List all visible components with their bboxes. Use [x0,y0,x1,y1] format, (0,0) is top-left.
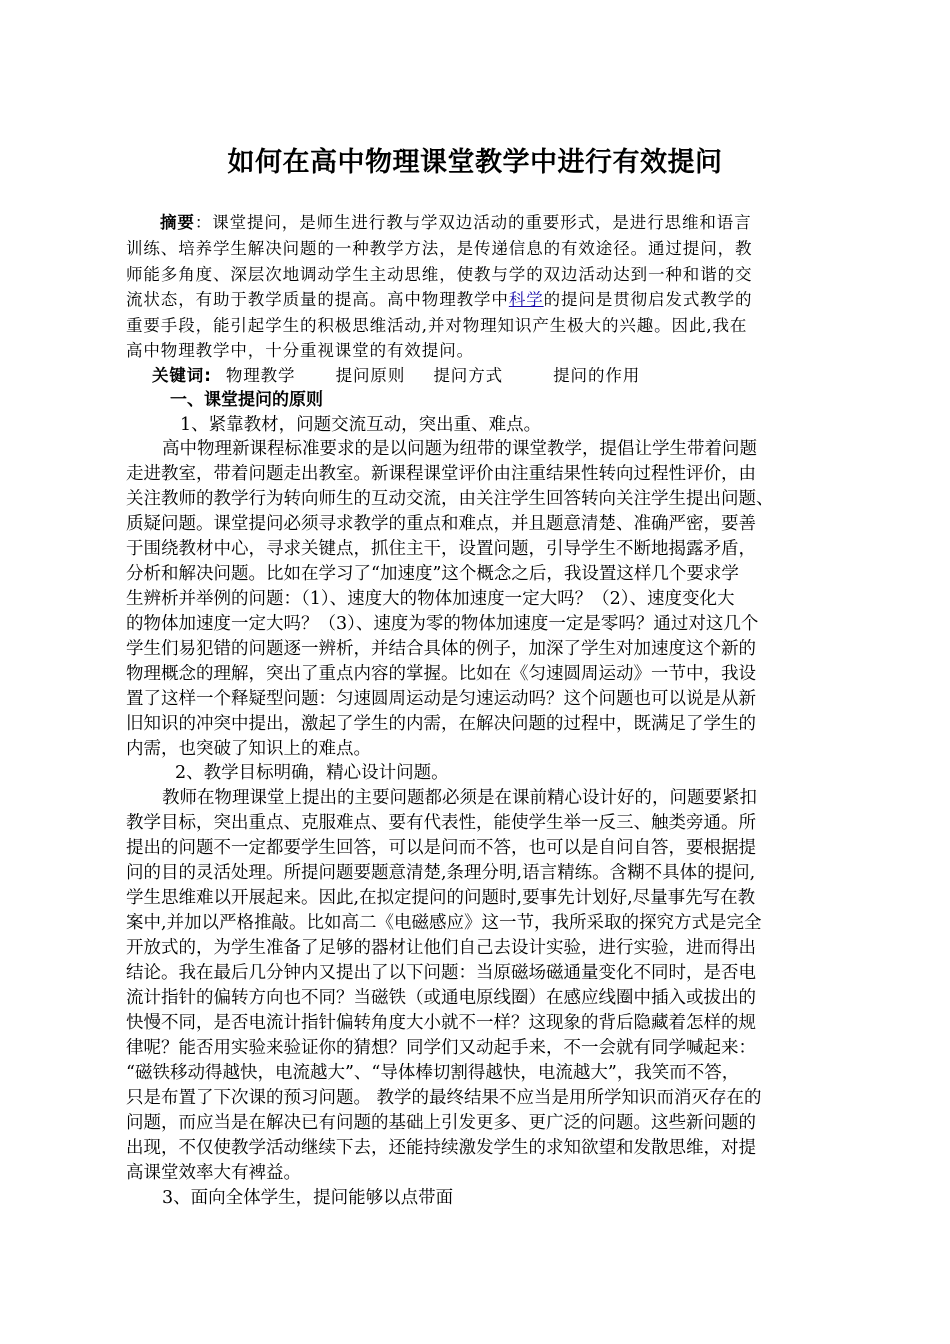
subheading: 1、紧靠教材，问题交流互动，突出重、难点。 [180,415,542,435]
keyword-item: 物理教学 [225,366,296,385]
paragraph-line: 的物体加速度一定大吗？（3）、速度为零的物体加速度一定是零吗？通过对这几个 [126,614,759,634]
abstract-line: 师能多角度、深层次地调动学生主动思维，使教与学的双边活动达到一种和谐的交 [126,265,753,284]
subheading: 3、面向全体学生，提问能够以点带面 [162,1188,454,1208]
paragraph-line: 案中,并加以严格推敲。比如高二《电磁感应》这一节，我所采取的探究方式是完全 [126,913,762,933]
keywords-line [152,364,640,388]
paragraph-line: 生辨析并举例的问题：（1）、速度大的物体加速度一定大吗？（2）、速度变化大 [126,589,735,609]
abstract-text: ：课堂提问，是师生进行教与学双边活动的重要形式，是进行思维和语言 [194,213,752,232]
keywords-label: 关键词: [152,366,212,385]
keyword-item: 提问方式 [433,366,503,385]
paragraph-line: 走进教室，带着问题走出教室。新课程课堂评价由注重结果性转向过程性评价，由 [126,464,756,484]
abstract-text: 流状态，有助于教学质量的提高。高中物理教学中 [126,290,509,309]
paragraph-line: 教师在物理课堂上提出的主要问题都必须是在课前精心设计好的，问题要紧扣 [162,788,757,808]
abstract-line: 高中物理教学中，十分重视课堂的有效提问。 [126,341,474,360]
paragraph-line: 内需，也突破了知识上的难点。 [126,739,371,759]
section-heading: 一、课堂提问的原则 [170,390,323,410]
paragraph-line: 学生思维难以开展起来。因此,在拟定提问的问题时,要事先计划好,尽量事先写在教 [126,888,756,908]
paragraph-line: 于围绕教材中心，寻求关键点，抓住主干，设置问题，引导学生不断地揭露矛盾， [126,539,756,559]
paragraph-line: 分析和解决问题。比如在学习了“加速度”这个概念之后，我设置这样几个要求学 [126,564,739,584]
paragraph-line: 旧知识的冲突中提出，激起了学生的内需，在解决问题的过程中，既满足了学生的 [126,714,756,734]
subheading: 2、教学目标明确，精心设计问题。 [175,763,449,783]
paragraph-line: 关注教师的教学行为转向师生的互动交流，由关注学生回答转向关注学生提出问题、 [126,489,774,509]
science-link[interactable]: 科学 [508,290,544,309]
abstract-line [126,288,752,312]
paragraph-line: 快慢不同，是否电流计指针偏转角度大小就不一样？这现象的背后隐藏着怎样的规 [126,1013,756,1033]
paragraph-line: 置了这样一个释疑型问题：匀速圆周运动是匀速运动吗？这个问题也可以说是从新 [126,689,756,709]
paragraph-line: 提出的问题不一定都要学生回答，可以是问而不答，也可以是自问自答，要根据提 [126,838,756,858]
paragraph-line: 问题，而应当是在解决已有问题的基础上引发更多、更广泛的问题。这些新问题的 [126,1113,756,1133]
paragraph-line: 问的目的灵活处理。所提问题要题意清楚,条理分明,语言精练。含糊不具体的提问, [126,863,756,883]
paragraph-line: 结论。我在最后几分钟内又提出了以下问题：当原磁场磁通量变化不同时，是否电 [126,963,756,983]
paragraph-line: 教学目标，突出重点、克服难点、要有代表性，能使学生举一反三、触类旁通。所 [126,813,756,833]
paragraph-line: 高课堂效率大有裨益。 [126,1163,301,1183]
abstract-line [160,211,752,235]
paragraph-line: 高中物理新课程标准要求的是以问题为纽带的课堂教学，提倡让学生带着问题 [162,439,757,459]
paragraph-line: 质疑问题。课堂提问必须寻求教学的重点和难点，并且题意清楚、准确严密，要善 [126,514,756,534]
paragraph-line: 学生们易犯错的问题逐一辨析，并结合具体的例子，加深了学生对加速度这个新的 [126,639,756,659]
abstract-label: 摘要 [160,213,195,232]
abstract-line: 训练、培养学生解决问题的一种教学方法，是传递信息的有效途径。通过提问，教 [126,239,753,258]
keyword-item: 提问的作用 [553,366,641,385]
paragraph-line: 物理概念的理解，突出了重点内容的掌握。比如在《匀速圆周运动》一节中，我设 [126,664,756,684]
paragraph-line: “磁铁移动得越快，电流越大”、“导体棒切割得越快，电流越大”，我笑而不答， [126,1063,740,1083]
page-title: 如何在高中物理课堂教学中进行有效提问 [227,147,723,178]
abstract-line: 重要手段，能引起学生的积极思维活动,并对物理知识产生极大的兴趣。因此,我在 [126,316,748,335]
keyword-item: 提问原则 [335,366,406,385]
paragraph-line: 开放式的，为学生准备了足够的器材让他们自己去设计实验，进行实验，进而得出 [126,938,756,958]
paragraph-line: 流计指针的偏转方向也不同？当磁铁（或通电原线圈）在感应线圈中插入或拔出的 [126,988,756,1008]
paragraph-line: 只是布置了下次课的预习问题。 教学的最终结果不应当是用所学知识而消灭存在的 [126,1088,762,1108]
paragraph-line: 出现，不仅使教学活动继续下去，还能持续激发学生的求知欲望和发散思维，对提 [126,1138,756,1158]
abstract-text: 的提问是贯彻启发式教学的 [543,290,753,309]
paragraph-line: 律呢？能否用实验来验证你的猜想？同学们又动起手来，不一会就有同学喊起来： [126,1038,756,1058]
